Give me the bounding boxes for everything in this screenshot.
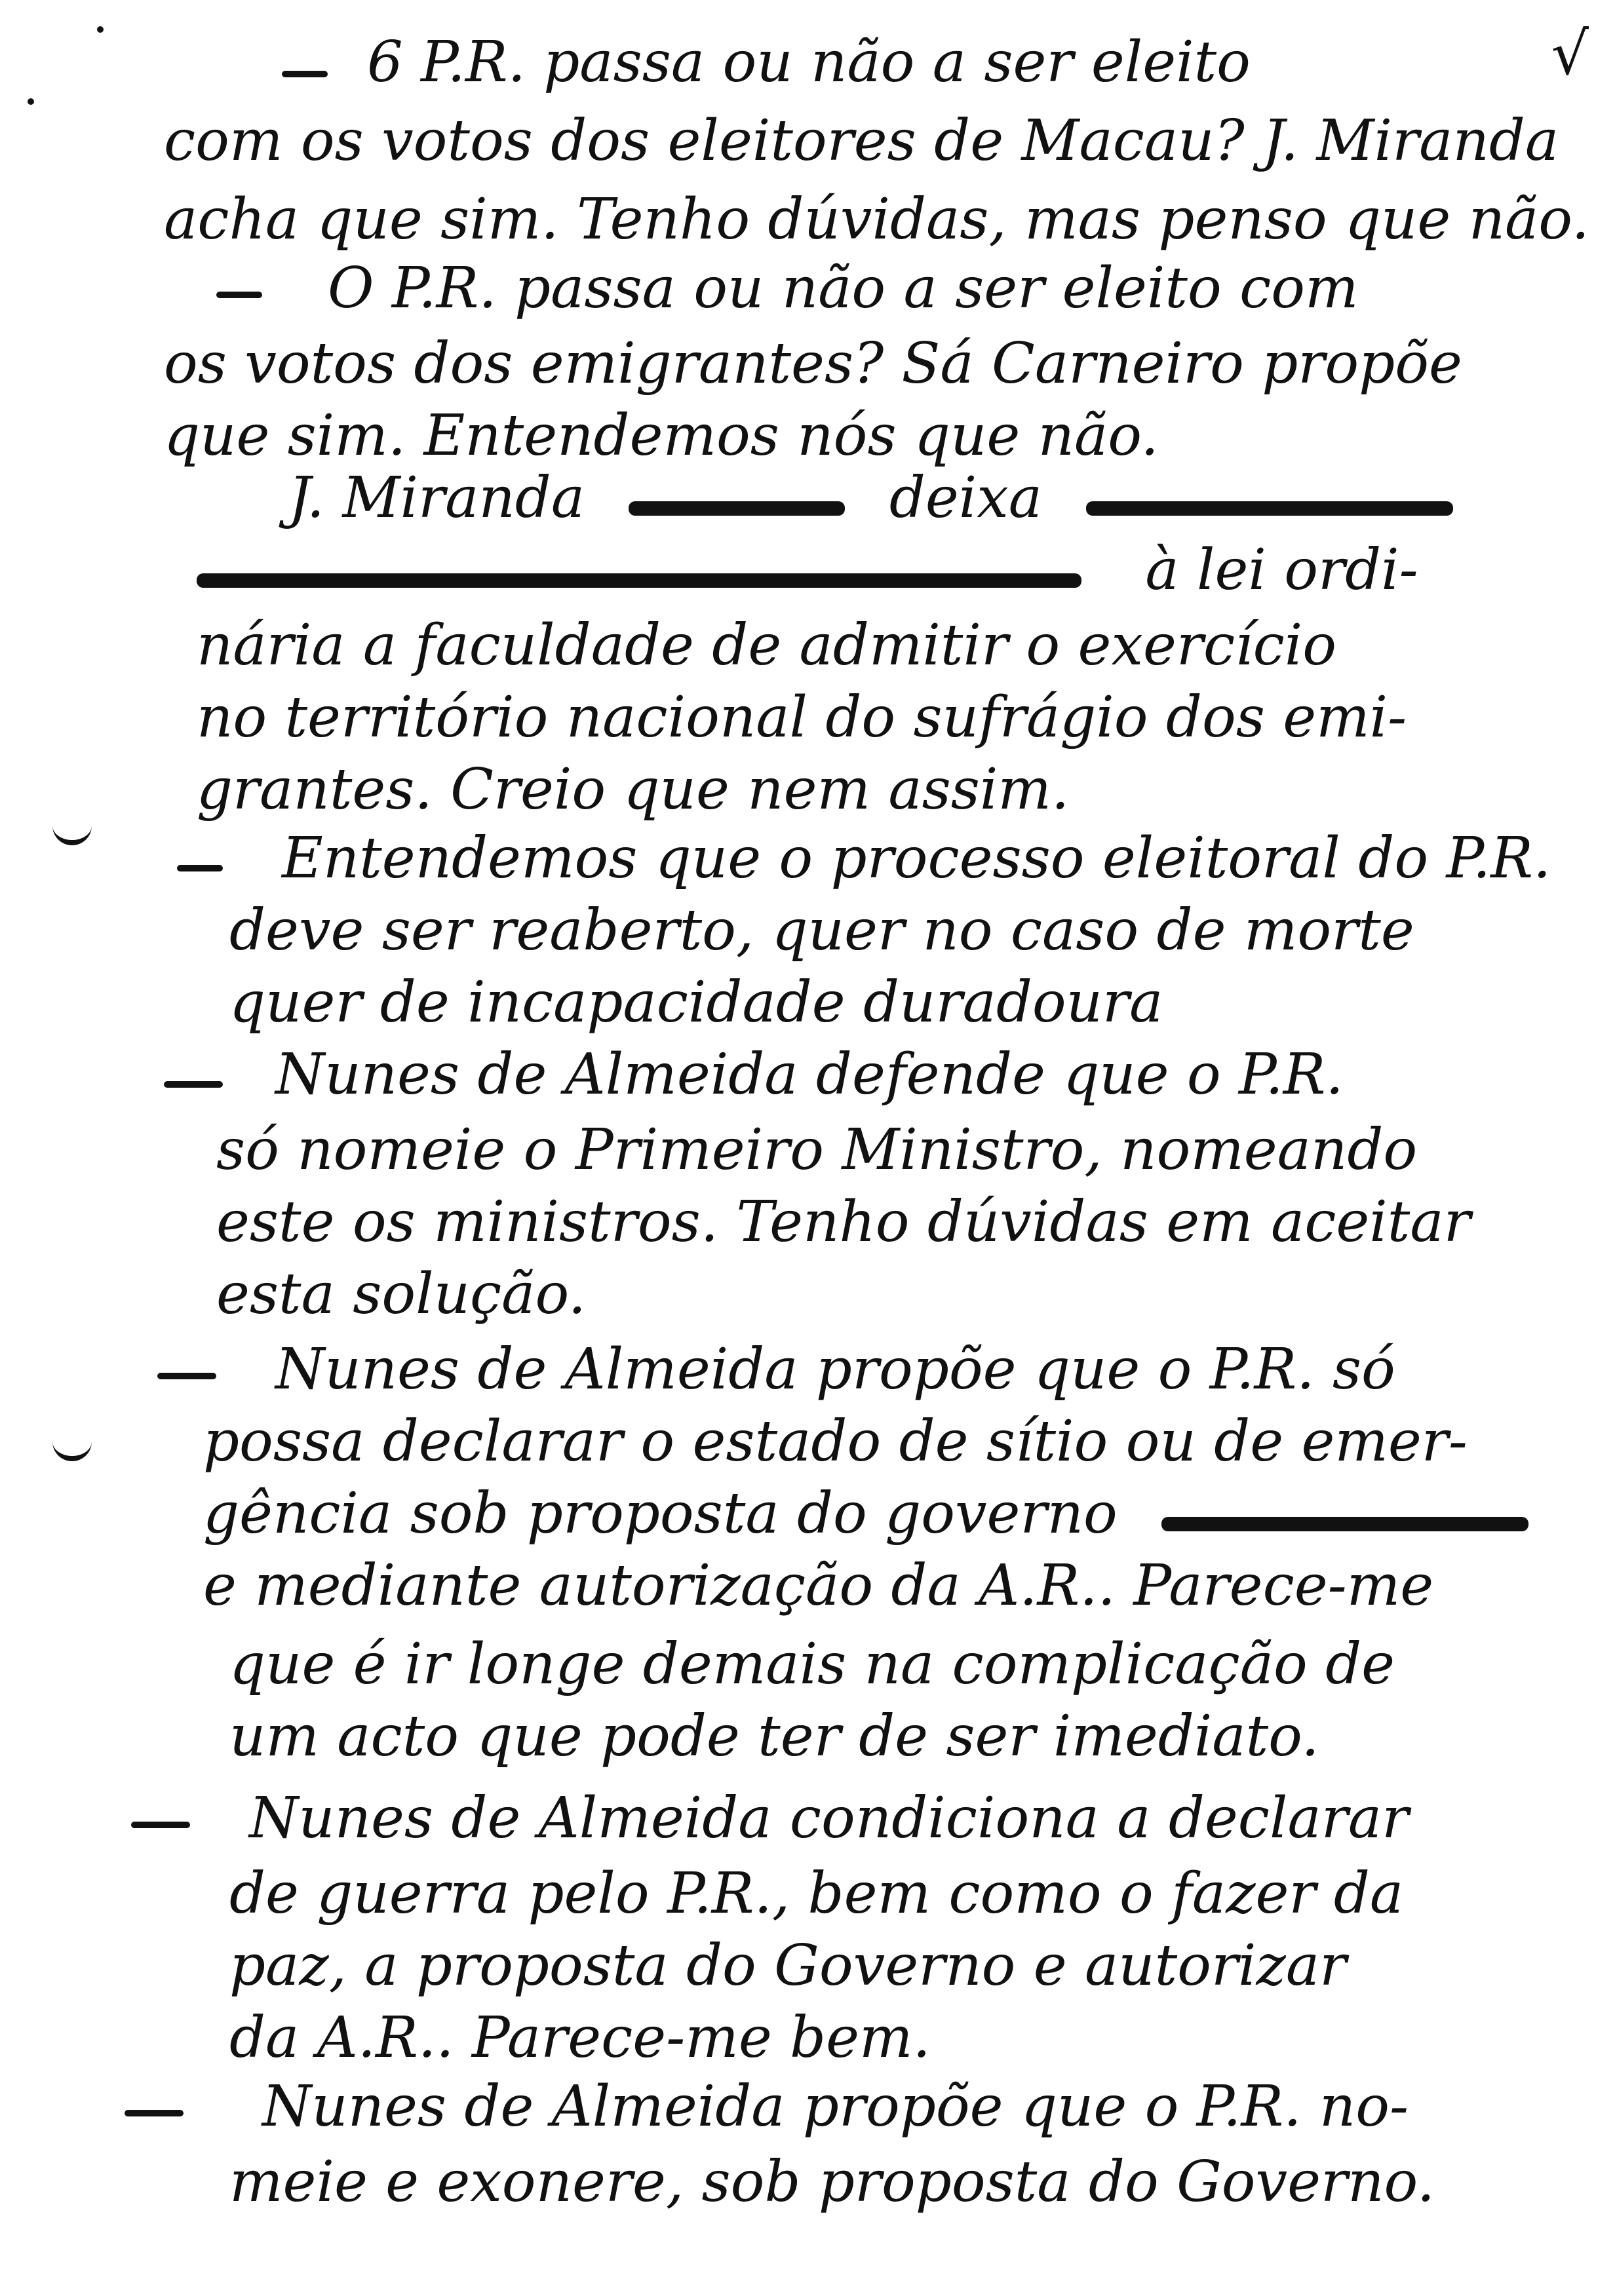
note-line: 6 P.R. passa ou não a ser eleito xyxy=(367,29,1251,95)
margin-tick-mark xyxy=(52,826,92,845)
dash-mark xyxy=(216,292,262,298)
note-line: um acto que pode ter de ser imediato. xyxy=(229,1704,1319,1769)
ink-dot xyxy=(97,26,104,33)
strikethrough-mark xyxy=(1086,480,1453,526)
note-line: os votos dos emigrantes? Sá Carneiro propõe xyxy=(164,331,1462,396)
note-line: Nunes de Almeida condiciona a declarar xyxy=(249,1786,1409,1851)
note-line: acha que sim. Tenho dúvidas, mas penso que não. xyxy=(164,187,1589,252)
dash-mark xyxy=(125,2110,184,2116)
strikethrough-mark xyxy=(629,480,845,526)
dash-mark xyxy=(164,1081,223,1088)
margin-tick-mark xyxy=(52,1442,92,1461)
dash-mark xyxy=(282,71,328,77)
note-line: possa declarar o estado de sítio ou de emer- xyxy=(203,1409,1468,1474)
dash-mark xyxy=(177,865,223,871)
note-line: que é ir longe demais na complicação de xyxy=(229,1632,1395,1697)
dash-mark xyxy=(157,1373,216,1379)
note-line: com os votos dos eleitores de Macau? J. Miranda xyxy=(164,108,1559,174)
note-fragment: gência sob proposta do governo xyxy=(203,1481,1118,1546)
note-line: quer de incapacidade duradoura xyxy=(229,970,1163,1035)
note-line: nária a faculdade de admitir o exercício xyxy=(197,613,1337,678)
note-line: Nunes de Almeida propõe que o P.R. só xyxy=(275,1337,1395,1402)
note-line xyxy=(197,534,1418,606)
note-line: no território nacional do sufrágio dos emi- xyxy=(197,685,1407,750)
note-line: da A.R.. Parece-me bem. xyxy=(229,2005,931,2071)
note-line: este os ministros. Tenho dúvidas em aceitar xyxy=(216,1189,1471,1255)
note-line: deve ser reaberto, quer no caso de morte xyxy=(229,898,1414,963)
note-line: e mediante autorização da A.R.. Parece-me xyxy=(203,1553,1434,1618)
note-line: só nomeie o Primeiro Ministro, nomeando xyxy=(216,1117,1418,1183)
note-line xyxy=(288,462,1453,534)
note-line: Nunes de Almeida defende que o P.R. xyxy=(275,1042,1344,1107)
note-line: de guerra pelo P.R., bem como o fazer da xyxy=(229,1861,1404,1926)
ink-dot xyxy=(28,98,34,105)
note-line: esta solução. xyxy=(216,1261,587,1327)
note-line: Entendemos que o processo eleitoral do P.R. xyxy=(282,826,1551,891)
note-line: grantes. Creio que nem assim. xyxy=(197,757,1070,822)
note-fragment: deixa xyxy=(889,465,1043,531)
dash-mark xyxy=(131,1822,190,1828)
note-line: paz, a proposta do Governo e autorizar xyxy=(229,1933,1347,1999)
note-line: Nunes de Almeida propõe que o P.R. no- xyxy=(262,2074,1409,2139)
strikethrough-mark xyxy=(1161,1495,1528,1541)
note-line xyxy=(203,1478,1528,1550)
check-mark-icon: √ xyxy=(1551,20,1589,88)
note-line: que sim. Entendemos nós que não. xyxy=(164,403,1159,469)
note-line: O P.R. passa ou não a ser eleito com xyxy=(328,256,1359,321)
strikethrough-mark xyxy=(197,552,1081,598)
note-line: meie e exonere, sob proposta do Governo. xyxy=(229,2149,1435,2215)
note-fragment: J. Miranda xyxy=(288,465,585,531)
note-fragment: à lei ordi- xyxy=(1145,537,1418,603)
